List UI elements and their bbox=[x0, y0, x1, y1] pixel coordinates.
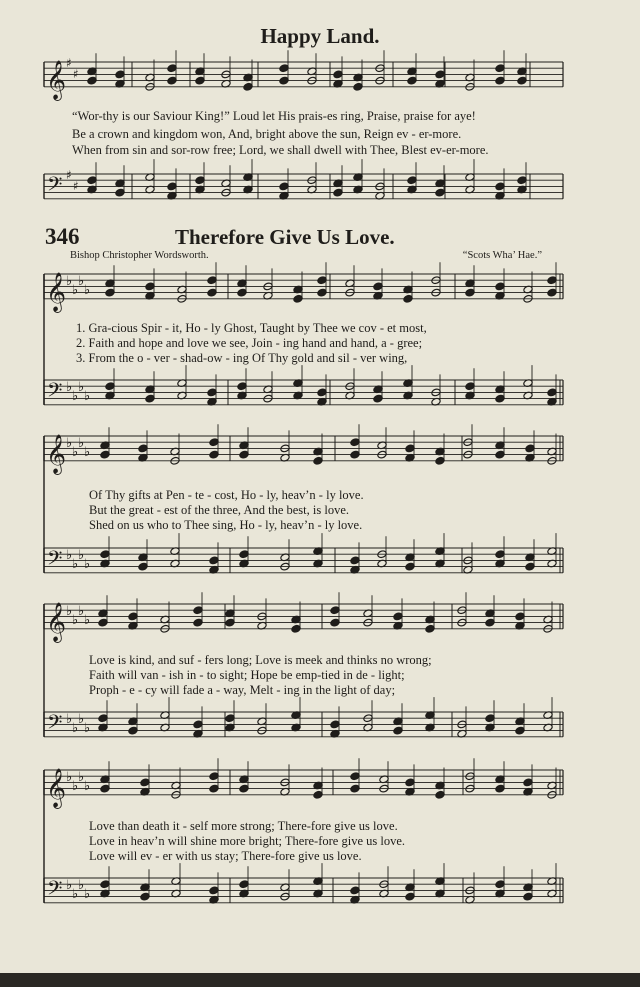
treble-clef-icon: 𝄞 bbox=[46, 59, 67, 100]
prev-lyric-line-3: When from sin and sor-row free; Lord, we shall dwell with Thee, Blest ev-er-more. bbox=[72, 143, 489, 157]
hymn-number: 346 bbox=[45, 224, 80, 249]
flat-icon: ♭ bbox=[78, 274, 85, 290]
prev-hymn-title: Happy Land. bbox=[260, 24, 380, 48]
treble-clef-icon: 𝄞 bbox=[46, 433, 67, 474]
flat-icon: ♭ bbox=[66, 436, 73, 452]
flat-icon: ♭ bbox=[66, 274, 73, 290]
flat-icon: ♭ bbox=[84, 556, 91, 572]
flat-icon: ♭ bbox=[66, 770, 73, 786]
flat-icon: ♭ bbox=[72, 556, 79, 572]
lyric-line: Love will ev - er with us stay; There-fore give us love. bbox=[89, 849, 362, 863]
flat-icon: ♭ bbox=[66, 380, 73, 396]
hymn-title: Therefore Give Us Love. bbox=[175, 225, 395, 249]
flat-icon: ♭ bbox=[72, 720, 79, 736]
flat-icon: ♭ bbox=[84, 388, 91, 404]
sharp-icon: ♯ bbox=[73, 67, 79, 82]
flat-icon: ♭ bbox=[66, 548, 73, 564]
prev-lyric-line-2: Be a crown and kingdom won, And, bright above the sun, Reign ev - er-more. bbox=[72, 127, 462, 141]
flat-icon: ♭ bbox=[72, 444, 79, 460]
bass-clef-icon: 𝄢 bbox=[47, 710, 63, 739]
hymn-author: Bishop Christopher Wordsworth. bbox=[70, 250, 209, 261]
flat-icon: ♭ bbox=[78, 548, 85, 564]
page-bottom-edge bbox=[0, 973, 640, 987]
flat-icon: ♭ bbox=[84, 720, 91, 736]
sharp-icon: ♯ bbox=[66, 167, 72, 182]
lyric-line: Of Thy gifts at Pen - te - cost, Ho - ly, heav’n - ly love. bbox=[89, 488, 364, 502]
flat-icon: ♭ bbox=[78, 712, 85, 728]
lyric-line: Faith will van - ish in - to sight; Hope be emp-tied in de - light; bbox=[89, 668, 405, 682]
flat-icon: ♭ bbox=[78, 604, 85, 620]
flat-icon: ♭ bbox=[72, 388, 79, 404]
hymn-tune: “Scots Wha’ Hae.” bbox=[462, 250, 542, 261]
prev-lyric-line-1: “Wor-thy is our Saviour King!” Loud let His prais-es ring, Praise, praise for aye! bbox=[72, 109, 476, 123]
flat-icon: ♭ bbox=[72, 612, 79, 628]
lyric-line: 3. From the o - ver - shad-ow - ing Of Thy gold and sil - ver wing, bbox=[76, 351, 408, 365]
treble-clef-icon: 𝄞 bbox=[46, 767, 67, 808]
lyric-line: 1. Gra-cious Spir - it, Ho - ly Ghost, Taught by Thee we cov - et most, bbox=[76, 321, 427, 335]
flat-icon: ♭ bbox=[84, 444, 91, 460]
lyric-line: 2. Faith and hope and love we see, Join - ing hand and hand, a - gree; bbox=[76, 336, 423, 350]
bass-clef-icon: 𝄢 bbox=[47, 378, 63, 407]
flat-icon: ♭ bbox=[78, 878, 85, 894]
hymn-header bbox=[45, 224, 565, 252]
flat-icon: ♭ bbox=[72, 886, 79, 902]
bass-clef-icon: 𝄢 bbox=[47, 876, 63, 905]
lyric-line: Love than death it - self more strong; There-fore give us love. bbox=[89, 819, 398, 833]
bass-clef-icon: 𝄢 bbox=[47, 172, 63, 201]
lyric-line: Shed on us who to Thee sing, Ho - ly, heav’n - ly love. bbox=[89, 518, 363, 532]
lyric-line: Love is kind, and suf - fers long; Love is meek and thinks no wrong; bbox=[89, 653, 432, 667]
flat-icon: ♭ bbox=[84, 282, 91, 298]
sharp-icon: ♯ bbox=[66, 55, 72, 70]
lyric-line: Love in heav’n will shine more bright; There-fore give us love. bbox=[89, 834, 405, 848]
flat-icon: ♭ bbox=[66, 712, 73, 728]
flat-icon: ♭ bbox=[66, 604, 73, 620]
flat-icon: ♭ bbox=[78, 380, 85, 396]
flat-icon: ♭ bbox=[84, 778, 91, 794]
treble-clef-icon: 𝄞 bbox=[46, 271, 67, 312]
flat-icon: ♭ bbox=[66, 878, 73, 894]
treble-clef-icon: 𝄞 bbox=[46, 601, 67, 642]
flat-icon: ♭ bbox=[78, 436, 85, 452]
flat-icon: ♭ bbox=[72, 282, 79, 298]
bass-clef-icon: 𝄢 bbox=[47, 546, 63, 575]
lyric-line: But the great - est of the three, And the best, is love. bbox=[89, 503, 350, 517]
sharp-icon: ♯ bbox=[73, 179, 79, 194]
flat-icon: ♭ bbox=[78, 770, 85, 786]
lyric-line: Proph - e - cy will fade a - way, Melt - ing in the light of day; bbox=[89, 683, 396, 697]
flat-icon: ♭ bbox=[84, 612, 91, 628]
flat-icon: ♭ bbox=[72, 778, 79, 794]
flat-icon: ♭ bbox=[84, 886, 91, 902]
